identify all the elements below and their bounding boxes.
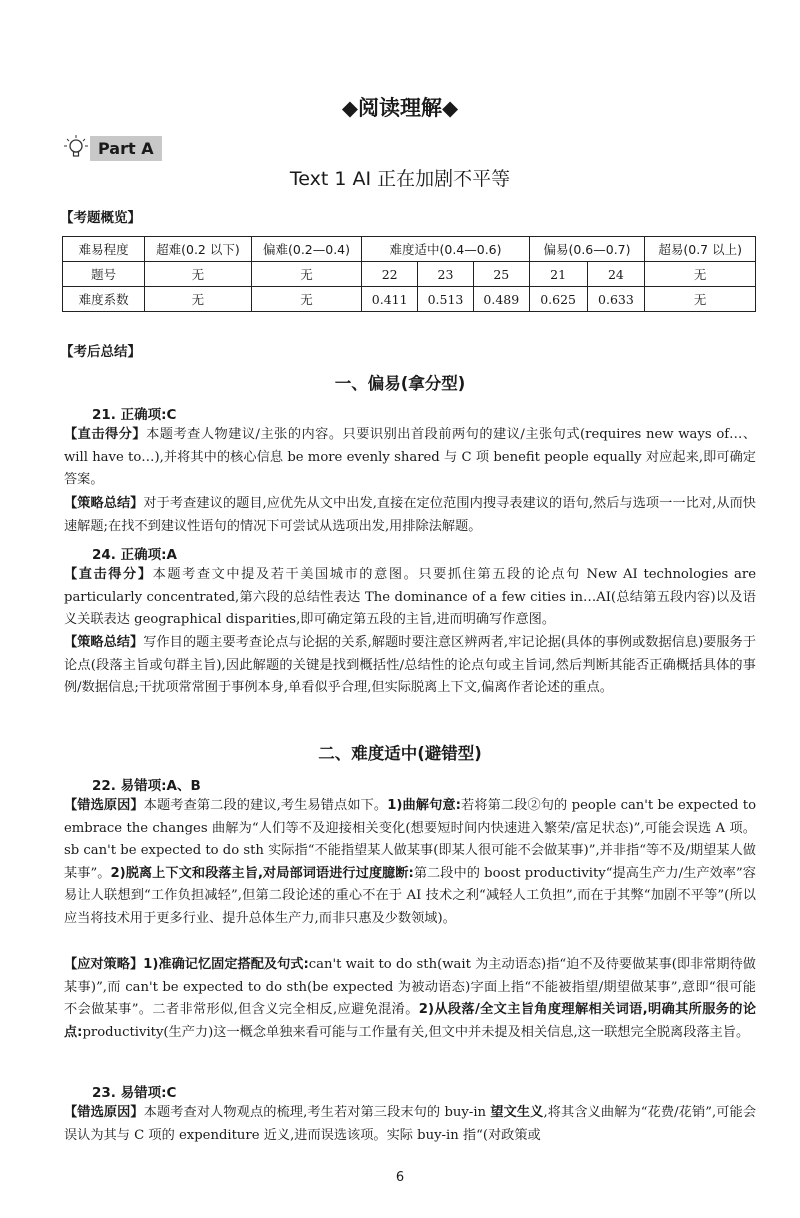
body-text: 本题考查人物建议/主张的内容。只要识别出首段前两句的建议/主张句式(requires new ways of…、will have to…),并将其中的核心信息 be more evenly shared 与 C 项 benefit people equally 对应起来,即可确定答案。 <box>64 427 757 487</box>
body-text: 本题考查对人物观点的梳理,考生若对第三段末句的 buy-in <box>143 1105 491 1120</box>
table-cell: 超易(0.7 以上) <box>645 237 756 262</box>
page-number: 6 <box>395 1170 405 1185</box>
bold-point: 1)准确记忆固定搭配及句式: <box>143 957 309 972</box>
section-title: ◆阅读理解◆ <box>341 96 459 120</box>
bold-point: 2)从段落/全文主旨角度理解相关词语,明确其所服务的论点: <box>64 1002 757 1040</box>
table-cell: 22 <box>362 262 418 287</box>
table-cell: 题号 <box>63 262 145 287</box>
body-text: 若将第二段②句的 people can't be expected to embrace the changes 曲解为“人们等不及迎接相关变化(想要短时间内快速进入繁荣/富足状态)”,可能会误选 A 项。sb can't be expected to do sth 实际指“不能指望某人做某事(即某人很可能不会做某事)”,并非指“等不及/期望某人做某事”。 <box>64 798 757 881</box>
overview-table <box>62 236 756 312</box>
text-title: Text 1 AI 正在加剧不平等 <box>289 168 511 190</box>
heading-easy: 一、偏易(拿分型) <box>334 374 466 393</box>
body-text: 对于考查建议的题目,应优先从文中出发,直接在定位范围内搜寻表建议的语句,然后与选项一一比对,从而快速解题;在找不到建议性语句的情况下可尝试从选项出发,用排除法解题。 <box>64 496 756 534</box>
table-cell: 23 <box>418 262 474 287</box>
table-cell: 无 <box>145 262 252 287</box>
q23-error-reason <box>64 1102 756 1147</box>
table-cell: 24 <box>587 262 645 287</box>
body-text: 本题考查文中提及若干美国城市的意图。只要抓住第五段的论点句 New AI technologies are particularly concentrated,第六段的总结性表达 The dominance of a few cities in…AI(总结第五段内容)以及语义关联表达 geographical disparities,即可确定第五段的主旨,进而明确写作意图。 <box>64 567 757 627</box>
table-cell: 无 <box>645 262 756 287</box>
bold-point: 望文生义 <box>490 1105 544 1120</box>
table-row <box>63 262 756 287</box>
q22-error-reason <box>64 795 756 930</box>
bold-point: 1)曲解句意: <box>387 798 461 813</box>
part-a-label: Part A <box>90 136 162 161</box>
q21-strategy <box>64 493 756 538</box>
table-cell: 无 <box>251 287 362 312</box>
part-a-heading <box>64 134 162 162</box>
table-cell: 无 <box>645 287 756 312</box>
answer-23: 23. 易错项:C <box>92 1085 177 1101</box>
table-cell: 25 <box>473 262 529 287</box>
q24-analysis <box>64 564 756 632</box>
body-text: 第二段中的 boost productivity“提高生产力/生产效率”容易让人联想到“工作负担减轻”,但第二段论述的重心不在于 AI 技术之利“减轻人工负担”,而在于其弊“加剧不平等”(所以应当将技术用于更多行业、提升总体生产力,而非只惠及少数领域)。 <box>64 865 756 926</box>
label: 【直击得分】 <box>64 427 147 442</box>
label: 【错选原因】 <box>64 1105 144 1120</box>
table-cell: 超难(0.2 以下) <box>145 237 252 262</box>
body-text: can't wait to do sth(wait 为主动语态)指“迫不及待要做某事(即非常期待做某事)”,而 can't be expected to do sth(be expected 为被动语态)字面上指“不能被指望/期望做某事”,意即“很可能不会做某事”。二者非常形似,但含义完全相反,应避免混淆。 <box>64 957 756 1017</box>
answer-21: 21. 正确项:C <box>92 407 177 423</box>
summary-tag: 【考后总结】 <box>60 344 141 360</box>
table-cell: 21 <box>529 262 587 287</box>
body-text: productivity(生产力)这一概念单独来看可能与工作量有关,但文中并未提及相关信息,这一联想完全脱离段落主旨。 <box>82 1024 750 1040</box>
bold-point: 2)脱离上下文和段落主旨,对局部词语进行过度臆断: <box>110 865 414 881</box>
table-cell: 0.633 <box>587 287 645 312</box>
table-row <box>63 287 756 312</box>
q24-strategy <box>64 632 756 700</box>
body-text: 写作目的题主要考查论点与论据的关系,解题时要注意区辨两者,牢记论据(具体的事例或数据信息)要服务于论点(段落主旨或句群主旨),因此解题的关键是找到概括性/总结性的论点句或主旨词,然后判断其能否正确概括具体的事例/数据信息;干扰项常常囿于事例本身,单看似乎合理,但实际脱离上下文,偏离作者论述的重点。 <box>64 635 757 695</box>
overview-tag: 【考题概览】 <box>60 210 141 226</box>
table-cell: 0.513 <box>418 287 474 312</box>
label: 【错选原因】 <box>64 798 144 813</box>
label: 【策略总结】 <box>64 635 144 650</box>
table-header-row <box>63 237 756 262</box>
table-cell: 偏易(0.6—0.7) <box>529 237 645 262</box>
lightbulb-icon <box>64 134 88 162</box>
table-cell: 无 <box>145 287 252 312</box>
table-cell: 0.489 <box>473 287 529 312</box>
table-cell: 难度系数 <box>63 287 145 312</box>
table-cell: 0.625 <box>529 287 587 312</box>
body-text: 本题考查第二段的建议,考生易错点如下。 <box>143 798 388 813</box>
table-cell: 偏难(0.2—0.4) <box>251 237 362 262</box>
table-cell: 难度适中(0.4—0.6) <box>362 237 529 262</box>
answer-22: 22. 易错项:A、B <box>92 778 201 794</box>
answer-24: 24. 正确项:A <box>92 547 177 563</box>
q22-strategy <box>64 954 756 1044</box>
label: 【直击得分】 <box>64 567 153 582</box>
table-cell: 无 <box>251 262 362 287</box>
table-cell: 难易程度 <box>63 237 145 262</box>
q21-analysis <box>64 424 756 492</box>
label: 【应对策略】 <box>64 957 144 972</box>
body-text: ,将其含义曲解为“花费/花销”,可能会误认为其与 C 项的 expenditure 近义,进而误选该项。实际 buy-in 指“(对政策或 <box>64 1105 757 1143</box>
label: 【策略总结】 <box>64 496 144 511</box>
table-cell: 0.411 <box>362 287 418 312</box>
heading-mid: 二、难度适中(避错型) <box>318 744 482 763</box>
